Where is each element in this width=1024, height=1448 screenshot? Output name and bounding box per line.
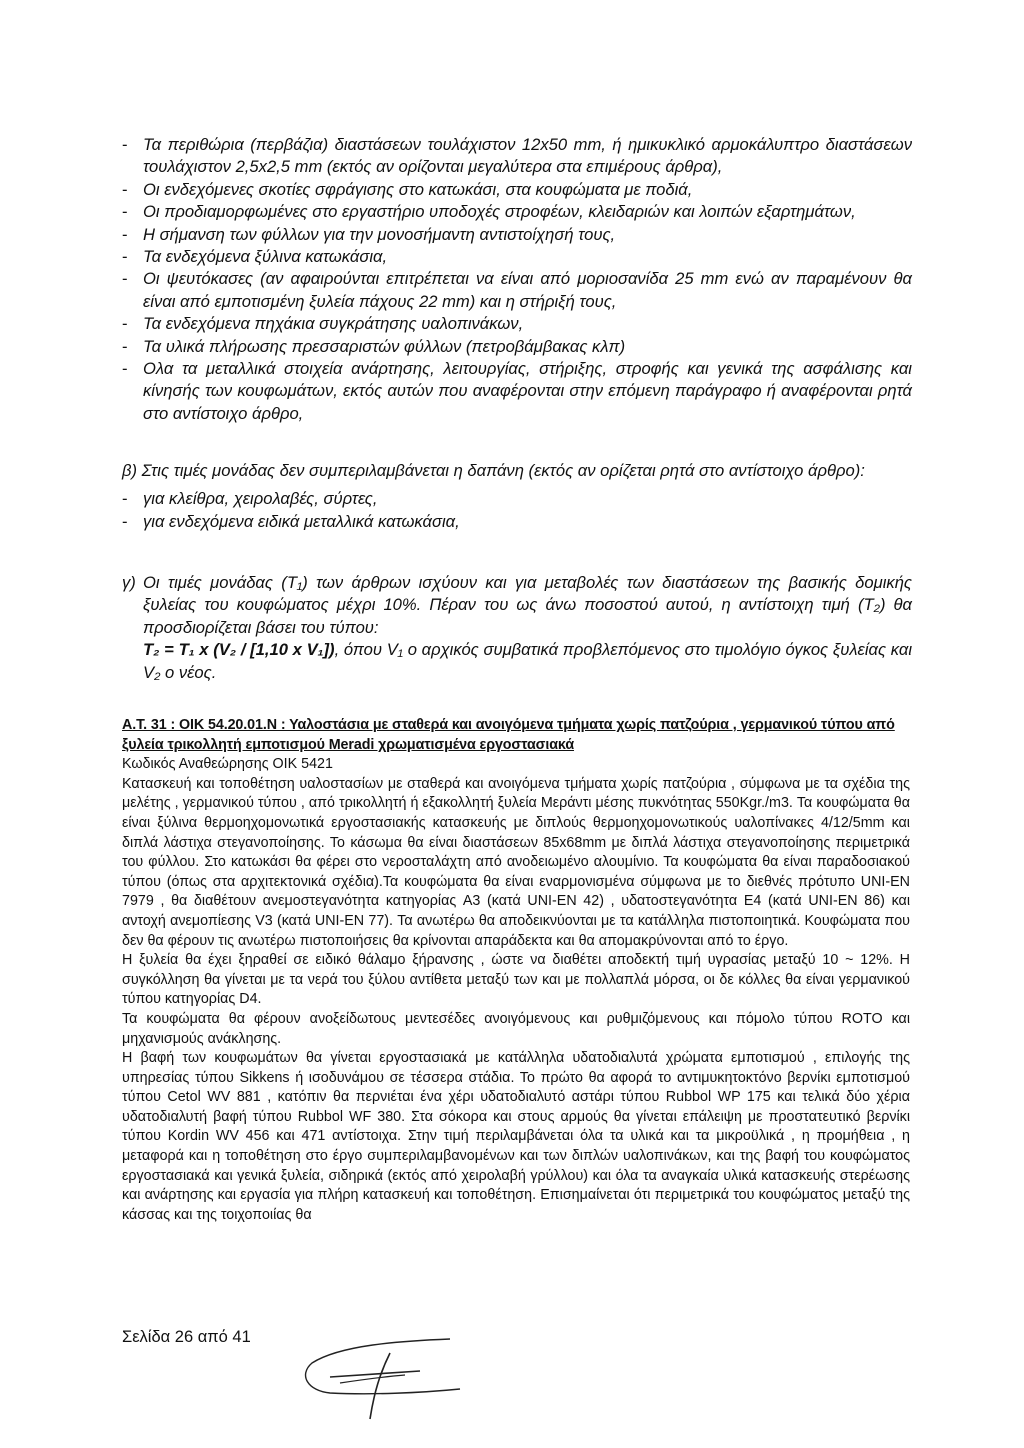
formula-expression: T₂ = T₁ x (V₂ / [1,10 x V₁]) — [143, 640, 335, 660]
list-item: - Οι ψευτόκασες (αν αφαιρούνται επιτρέπεται να είναι από μοριοσανίδα 25 mm ενώ αν παραμένουν θα είναι από εμποτισμένη ξυλεία πάχους 22 mm) και η στήριξή τους, — [122, 269, 912, 311]
list-item: - Τα περιθώρια (περβάζια) διαστάσεων τουλάχιστον 12x50 mm, ή ημικυκλικό αρμοκάλυπτρο διαστάσεων τουλάχιστον 2,5x2,5 mm (εκτός αν ορίζονται μεγαλύτερα στα επιμέρους άρθρα), — [122, 135, 912, 177]
page-number: Σελίδα 26 από 41 — [122, 1328, 251, 1346]
formula — [143, 639, 912, 684]
list-item: - Τα υλικά πλήρωσης πρεσσαριστών φύλλων (πετροβάμβακας κλπ) — [122, 336, 626, 356]
paragraph-gamma — [122, 572, 912, 684]
article-paragraph: Τα κουφώματα θα φέρουν ανοξείδωτους μεντεσέδες ανοιγόμενους και ρυθμιζόμενους και πόμολο τύπου ROTO και μηχανισμούς ανάκλησης. — [122, 1010, 910, 1047]
list-item: - Τα ενδεχόμενα ξύλινα κατωκάσια, — [122, 247, 388, 267]
list-item: - Οι προδιαμορφωμένες στο εργαστήριο υποδοχές στροφέων, κλειδαριών και λοιπών εξαρτημάτων, — [122, 202, 856, 222]
paragraph-label: γ) — [122, 573, 136, 592]
list-item: - για κλείθρα, χειρολαβές, σύρτες, — [122, 489, 378, 509]
list-item: - Η σήμανση των φύλλων για την μονοσήμαντη αντιστοίχησή τους, — [122, 224, 616, 244]
article-section — [122, 716, 910, 1225]
article-paragraph: Η βαφή των κουφωμάτων θα γίνεται εργοστασιακά με κατάλληλα υδατοδιαλυτά χρώματα εμποτισμού , επιλογής της υπηρεσίας τύπου Sikkens ή ισοδυνάμου σε τέσσερα στάδια. Το πρώτο θα αφορά το αντιμυκητοκτόνο βερνίκι εμποτισμού τύπου Cetol WV 881 , κατόπιν θα περνιέται ένα χέρι υδατοδιαλυτό αστάρι τύπου Rubbol WP 175 και τελικά δύο χέρια υδατοδιαλυτή βαφή τύπου Rubbol WF 380. Στα σόκορα και στους αρμούς θα γίνεται επάλειψη με προστατευτικό βερνίκι τύπου Kordin WV 456 και 471 αντίστοιχα. Στην τιμή περιλαμβάνεται όλα τα υλικά και τα μικροϋλικά , η προμήθεια , η μεταφορά και η τοποθέτηση στο έργο συμπεριλαμβανομένων και των διπλών υαλοπινάκων, και της βαφή του κουφώματος εργοστασιακά και γενικά ξυλεία, σιδηρικά (εκτός από χειρολαβή γρύλλου) και όλα τα αναγκαία υλικά κατασκευής στερέωσης και ανάρτησης και εργασία για πλήρη κατασκευή και τοποθέτηση. Επισημαίνεται ότι περιμετρικά του κουφώματος μεταξύ της κάσσας και της τοιχοποιίας θα — [122, 1050, 910, 1223]
list-item: - Ολα τα μεταλλικά στοιχεία ανάρτησης, λειτουργίας, στήριξης, στροφής και γενικά της ασφάλισης και κίνησής των κουφωμάτων, εκτός αυτών που αναφέρονται στην επόμενη παράγραφο ή αναφέρονται ρητά στο αντίστοιχο άρθρο, — [122, 359, 912, 423]
paragraph-text: Οι τιμές μονάδας (T₁) των άρθρων ισχύουν και για μεταβολές των διαστάσεων της βασικής δομικής ξυλείας του κουφώματος μέχρι 10%. Πέραν του ως άνω ποσοστού αυτού, η αντίστοιχη τιμή (T₂) θα προσδιορίζεται βάσει του τύπου: — [143, 573, 912, 637]
bullet-list — [122, 134, 912, 425]
article-heading: Α.Τ. 31 : ΟΙΚ 54.20.01.Ν : Υαλοστάσια με σταθερά και ανοιγόμενα τμήματα χωρίς πατζούρια , γερμανικού τύπου από ξυλεία τρικολλητή εμποτισμού Meradi χρωματισμένα εργοστασιακά — [122, 717, 895, 753]
article-paragraph: Η ξυλεία θα έχει ξηραθεί σε ειδικό θάλαμο ξήρανσης , ώστε να διαθέτει αποδεκτή τιμή υγρασίας μεταξύ 10 ~ 12%. Η συγκόλληση θα γίνεται με τα νερά του ξύλου αντίθετα μεταξύ των και με πολλαπλά μόρσα, οι δε κόλλες θα είναι γερμανικού τύπου κατηγορίας D4. — [122, 952, 910, 1008]
paragraph-text: Στις τιμές μονάδας δεν συμπεριλαμβάνεται η δαπάνη (εκτός αν ορίζεται ρητά στο αντίστοιχο άρθρο): — [141, 461, 865, 480]
revision-code: Κωδικός Αναθεώρησης ΟΙΚ 5421 — [122, 756, 333, 773]
list-item: - Οι ενδεχόμενες σκοτίες σφράγισης στο κατωκάσι, στα κουφώματα με ποδιά, — [122, 179, 693, 199]
article-paragraph: Κατασκευή και τοποθέτηση υαλοστασίων με σταθερά και ανοιγόμενα τμήματα χωρίς πατζούρια , σύμφωνα με τα σχέδια της μελέτης , γερμανικού τύπου , από τρικολλητή ή εξακολλητή ξυλεία Μεράντι μέσης πυκνότητας 550Kgr./m3. Τα κουφώματα θα είναι ξύλινα θερμοηχομονωτικά εργοστασιακής κατασκευής με διπλούς θερμοηχομονωτικούς υαλοπίνακες 4/12/5mm και διπλά λάστιχα στεγανοποίησης. Το κάσωμα θα είναι διαστάσεων 85x68mm με διπλά λάστιχα στεγανοποίησης περιμετρικά του φύλλου. Στο κατωκάσι θα φέρει στο νεροσταλάχτη από ανοδειωμένο αλουμίνιο. Τα κουφώματα θα είναι παραδοσιακού τύπου (όπως στα αρχιτεκτονικά σχέδια).Τα κουφώματα θα είναι εναρμονισμένα σύμφωνα με το διεθνές πρότυπο UNI-EN 7979 , θα διαθέτουν ανεμοστεγανότητα κατηγορίας A3 (κατά UNI-EN 42) , υδατοστεγανότητα E4 (κατά UNI-EN 86) και αντοχή ανεμοπίεσης V3 (κατά UNI-EN 77). Τα ανωτέρω θα αποδεικνύονται με τα κατάλληλα πιστοποιητικά. Κουφώματα που δεν θα φέρουν τις ανωτέρω πιστοποιήσεις θα κρίνονται απαράδεκτα και θα απομακρύνονται από το έργο. — [122, 775, 910, 949]
paragraph-beta — [122, 460, 912, 533]
list-item: - Τα ενδεχόμενα πηχάκια συγκράτησης υαλοπινάκων, — [122, 314, 524, 334]
signature — [300, 1333, 480, 1423]
formula-description: , όπου V₁ ο αρχικός συμβατικά προβλεπόμενος στο τιμολόγιο όγκος ξυλείας και V₂ ο νέος. — [143, 640, 913, 682]
paragraph-label: β) — [122, 461, 138, 480]
list-item: - για ενδεχόμενα ειδικά μεταλλικά κατωκάσια, — [122, 511, 460, 531]
